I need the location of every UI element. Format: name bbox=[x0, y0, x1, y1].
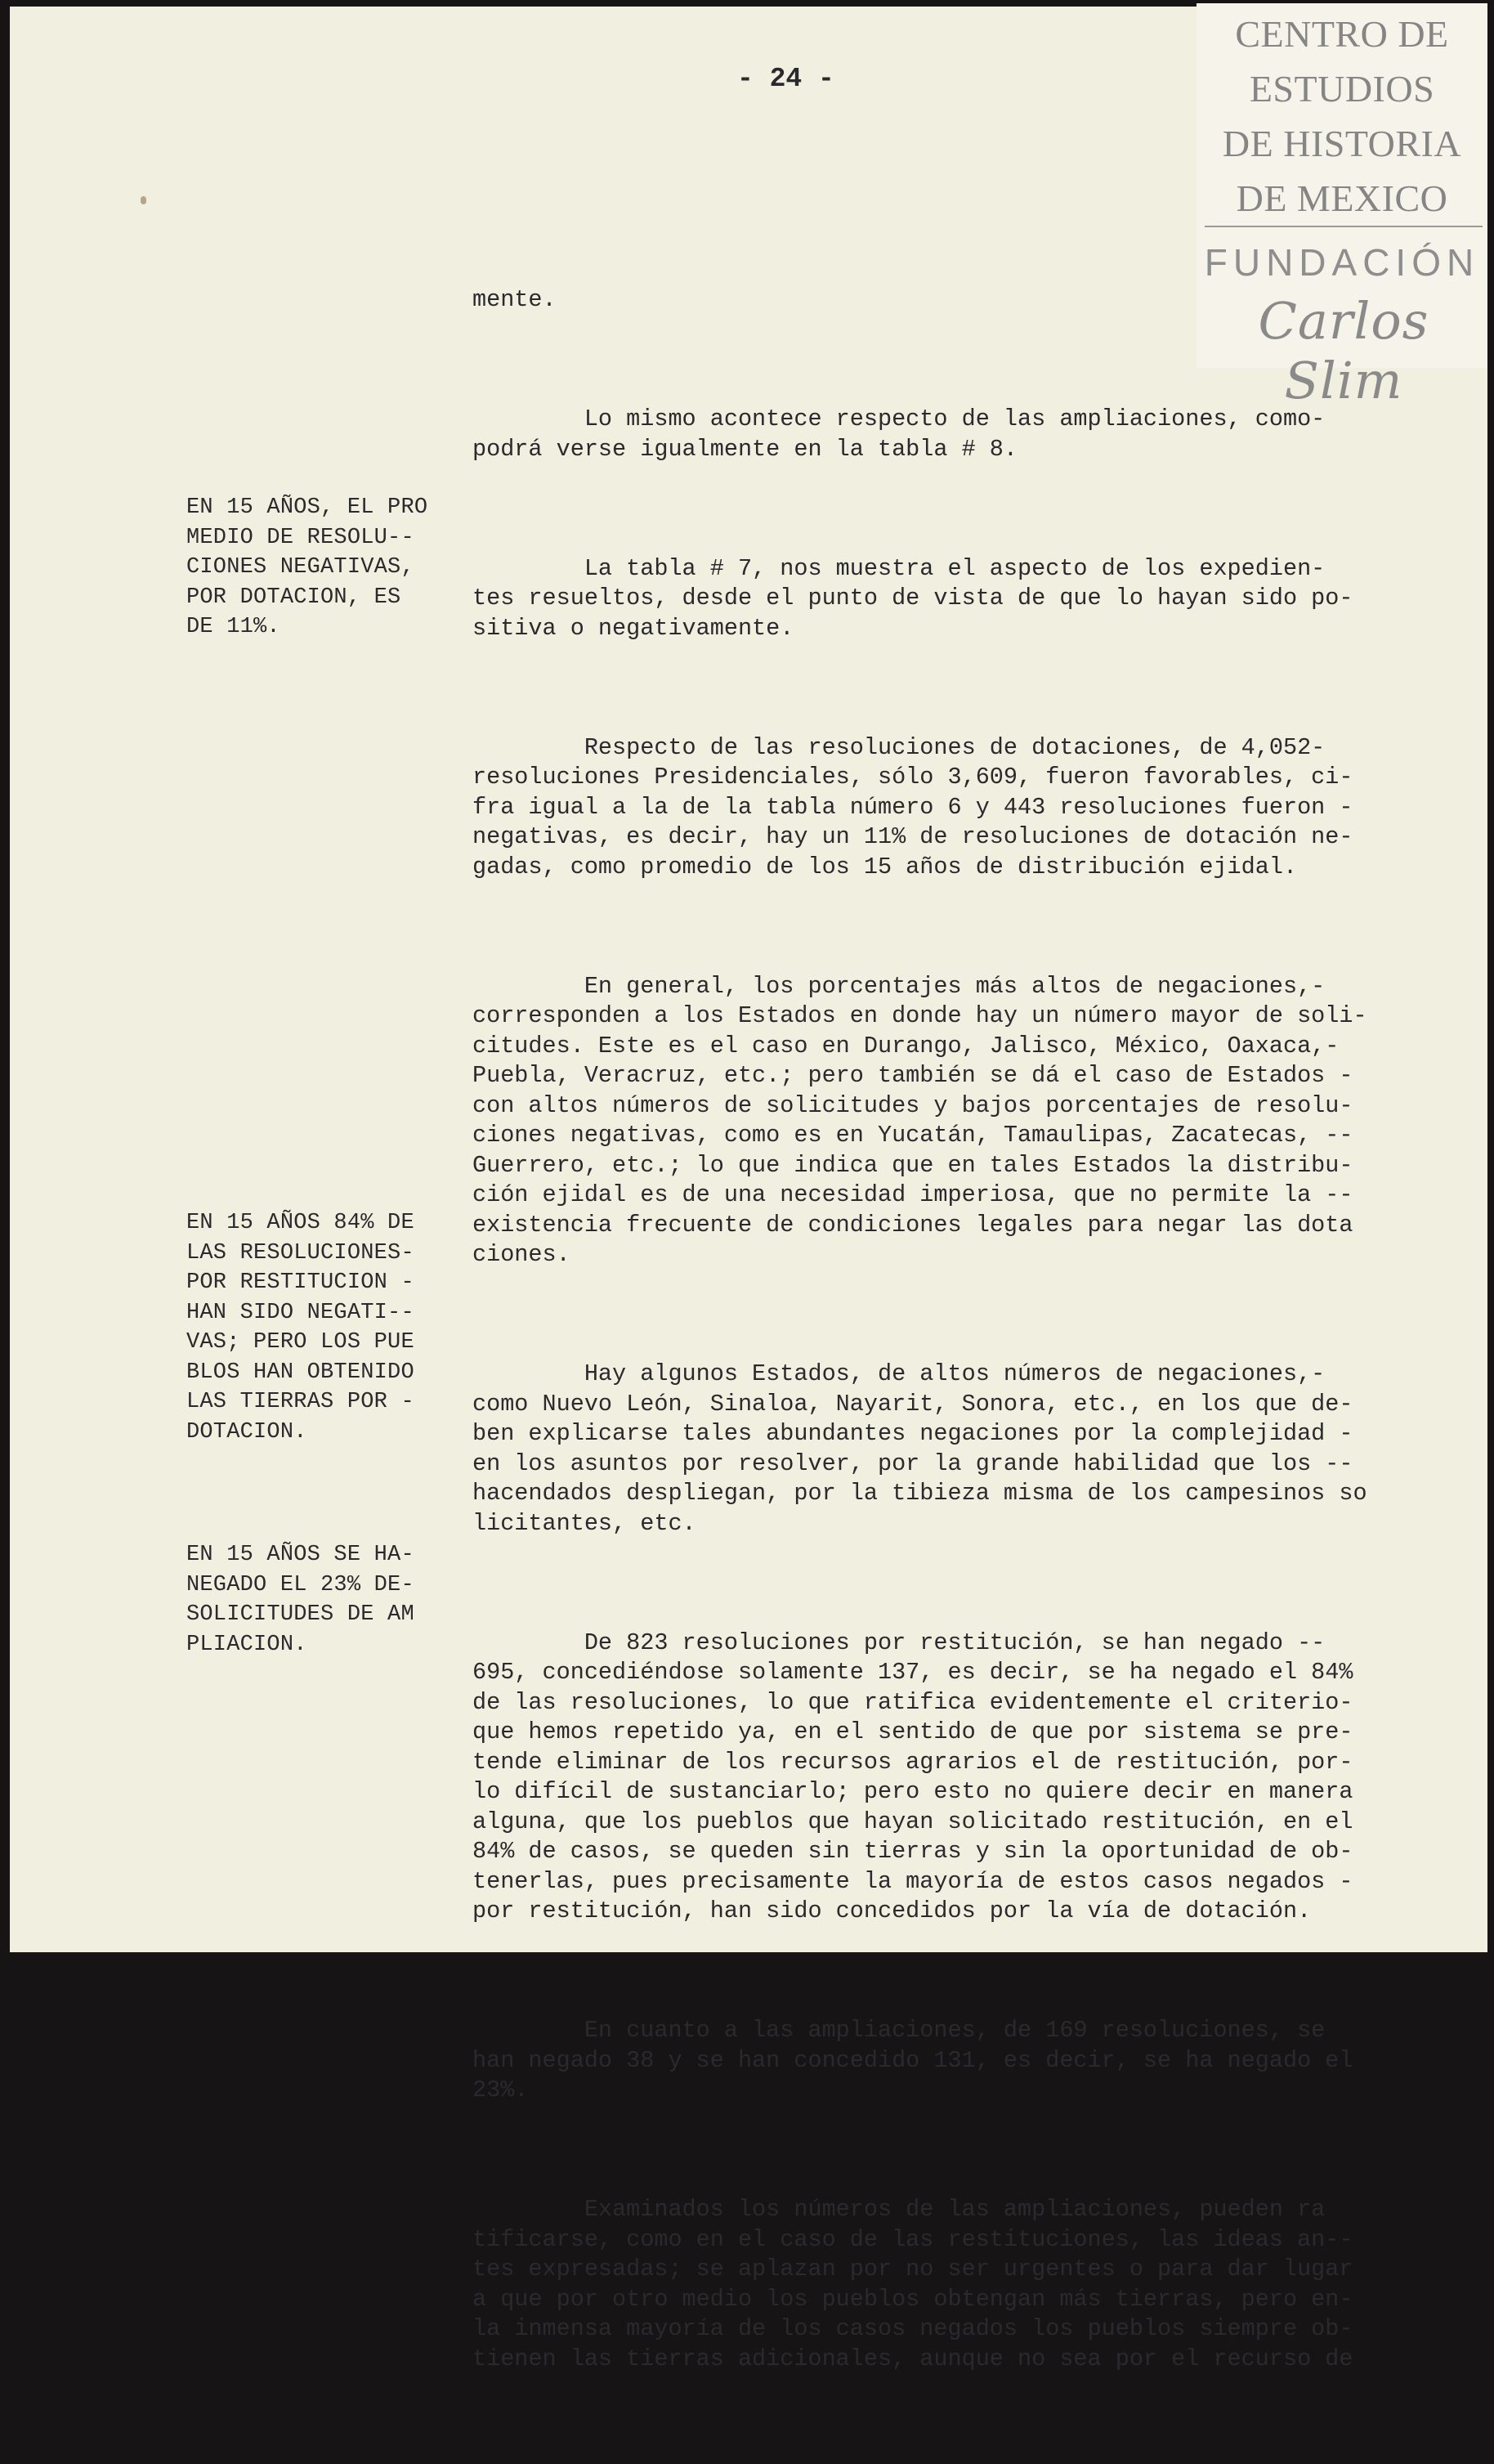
document-page bbox=[10, 7, 1487, 2372]
watermark-line-3: DE HISTORIA bbox=[1222, 123, 1462, 164]
body-text bbox=[472, 226, 1429, 2464]
paragraph-2: Lo mismo acontece respecto de las ampliaciones, como- podrá verse igualmente en la tabla # 8. bbox=[472, 405, 1326, 463]
paragraph-6: Hay algunos Estados, de altos números de negaciones,- como Nuevo León, Sinaloa, Nayarit, Sonora, etc., en los que de- ben explicarse tales abundantes negaciones por la complejidad - en los asuntos por resolver, por la grande habilidad que los -- hacendados despliegan, por la tibieza misma de los campesinos so licitantes, etc. bbox=[472, 1360, 1367, 1537]
watermark-foundation: FUNDACIÓN bbox=[1204, 241, 1480, 284]
paragraph-8: En cuanto a las ampliaciones, de 169 resoluciones, se han negado 38 y se han concedido 131, es decir, se ha negado el 23%. bbox=[472, 2017, 1353, 2103]
paragraph-3: La tabla # 7, nos muestra el aspecto de los expedien- tes resueltos, desde el punto de vista de que lo hayan sido po- sitiva o negativamente. bbox=[472, 554, 1353, 642]
paragraph-1: mente. bbox=[472, 286, 557, 313]
margin-note-restitucion: EN 15 AÑOS 84% DE LAS RESOLUCIONES- POR RESTITUCION - HAN SIDO NEGATI-- VAS; PERO LOS PUE BLOS HAN OBTENIDO LAS TIERRAS POR - DOTACION. bbox=[186, 1211, 414, 1445]
watermark-line-1: CENTRO DE bbox=[1235, 13, 1449, 55]
paragraph-9: Examinados los números de las ampliaciones, pueden ra tificarse, como en el caso de las restituciones, las ideas an-- tes expresadas; se aplazan por no ser urgentes o para dar lugar a que por otro medio los pueblos obtengan más tierras, pero en- la inmensa mayoría de los casos negados los pueblos siempre ob- tienen las tierras adicionales, aunque no sea por el recurso de bbox=[472, 2196, 1353, 2372]
margin-note-dotacion: EN 15 AÑOS, EL PRO MEDIO DE RESOLU-- CIONES NEGATIVAS, POR DOTACION, ES DE 11%. bbox=[186, 495, 428, 639]
watermark-line-4: DE MEXICO bbox=[1236, 177, 1448, 219]
watermark-signature: Carlos Slim bbox=[1258, 291, 1429, 410]
paragraph-5: En general, los porcentajes más altos de negaciones,- corresponden a los Estados en donde hay un número mayor de soli- citudes. Este es el caso en Durango, Jalisco, México, Oaxaca,- Puebla, Veracruz, etc.; pero también se dá el caso de Estados - con altos números de solicitudes y bajos porcentajes de resolu- ciones negativas, como es en Yucatán, Tamaulipas, Zacatecas, -- Guerrero, etc.; lo que indica que en tales Estados la distribu- ción ejidal es de una necesidad imperiosa, que no permite la -- existencia frecuente de condiciones legales para negar las dota ciones. bbox=[472, 972, 1367, 1268]
paragraph-7: De 823 resoluciones por restitución, se han negado -- 695, concediéndose solamente 137, es decir, se ha negado el 84% de las resoluciones, lo que ratifica evidentemente el criterio- que hemos repetido ya, en el sentido de que por sistema se pre- tende eliminar de los recursos agrarios el de restitución, por- lo difícil de sustanciarlo; pero esto no quiere decir en manera alguna, que los pueblos que hayan solicitado restitución, en el 84% de casos, se queden sin tierras y sin la oportunidad de ob- tenerlas, pues precisamente la mayoría de estos casos negados - por restitución, han sido concedidos por la vía de dotación. bbox=[472, 1628, 1353, 1924]
margin-note-ampliacion: EN 15 AÑOS SE HA- NEGADO EL 23% DE- SOLICITUDES DE AM PLIACION. bbox=[186, 1543, 414, 1657]
page-number: - 24 - bbox=[737, 64, 834, 94]
punch-hole-mark bbox=[141, 196, 146, 204]
watermark-line-2: ESTUDIOS bbox=[1249, 68, 1435, 110]
paragraph-4: Respecto de las resoluciones de dotaciones, de 4,052- resoluciones Presidenciales, sólo 3,609, fueron favorables, ci- fra igual a la de la tabla número 6 y 443 resoluciones fueron - negativas, es decir, hay un 11% de resoluciones de dotación ne- gadas, como promedio de los 15 años de distribución ejidal. bbox=[472, 733, 1353, 880]
